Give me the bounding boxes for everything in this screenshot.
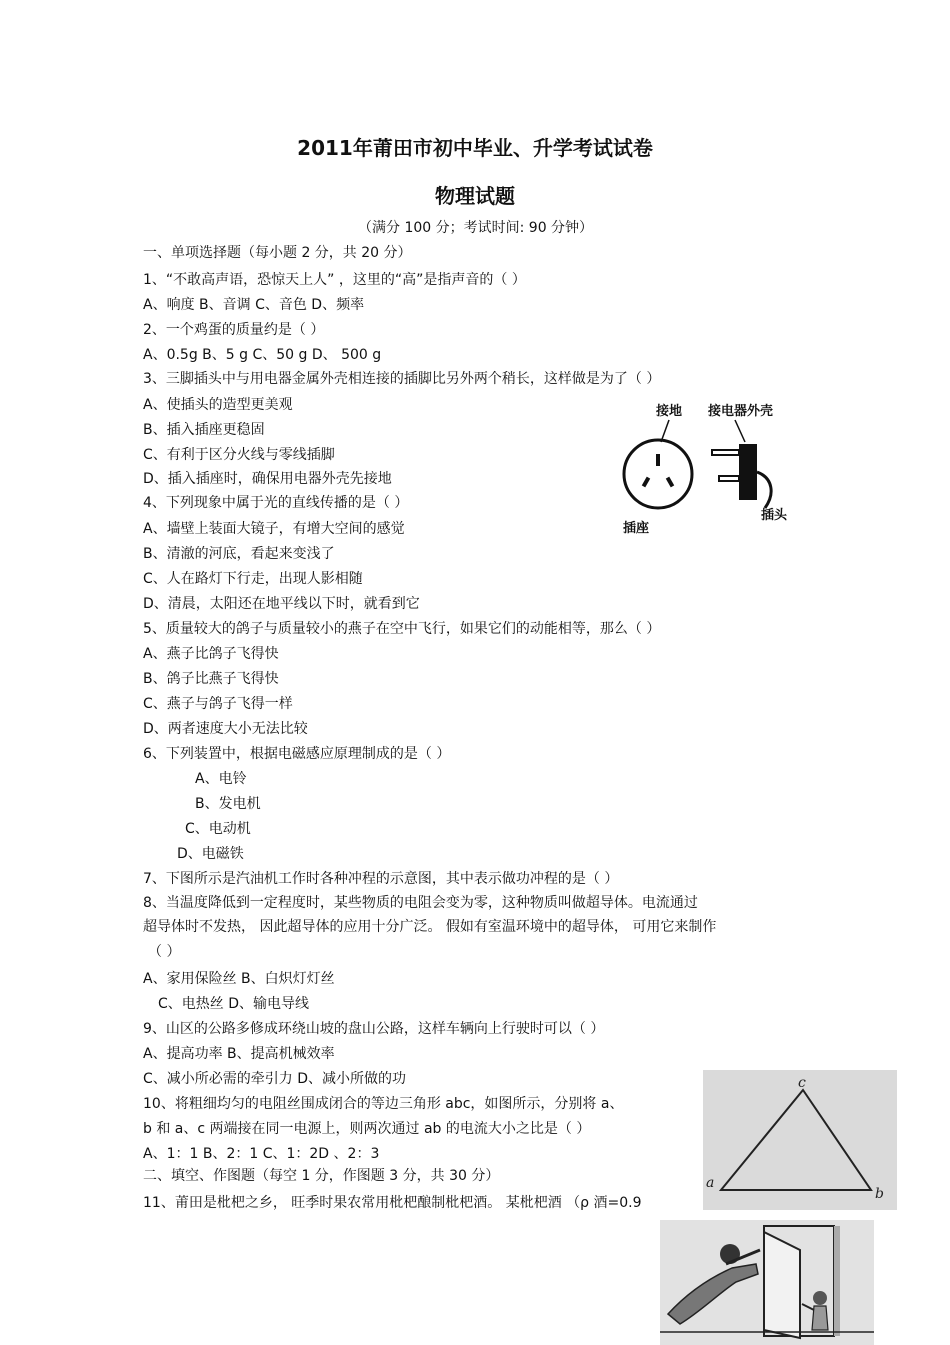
- q1-stem: 1、“不敢高声语，恐惊天上人” ，这里的“高”是指声音的（ ）: [143, 272, 526, 288]
- label-casing: 接电器外壳: [708, 404, 774, 419]
- q7-stem: 7、下图所示是汽油机工作时各种冲程的示意图，其中表示做功冲程的是（ ）: [143, 871, 619, 887]
- q10-options: A、1：1 B、2：1 C、1：2D 、2：3: [143, 1146, 380, 1162]
- q5-option-c: C、燕子与鸽子飞得一样: [143, 696, 293, 712]
- q5-option-d: D、两者速度大小无法比较: [143, 721, 308, 737]
- socket-hole-right: [666, 477, 674, 488]
- section-2-heading: 二、填空、作图题（每空 1 分，作图题 3 分，共 30 分）: [143, 1168, 500, 1184]
- q5-option-b: B、鸽子比燕子飞得快: [143, 671, 279, 687]
- child-body: [812, 1306, 828, 1330]
- q10-stem-line1: 10、将粗细均匀的电阻丝围成闭合的等边三角形 abc，如图所示，分别将 a、: [143, 1096, 624, 1112]
- q8-options-ab: A、家用保险丝 B、白炽灯灯丝: [143, 971, 335, 987]
- child-head: [813, 1291, 827, 1305]
- label-socket: 插座: [623, 521, 650, 536]
- q8-stem-line1: 8、当温度降低到一定程度时，某些物质的电阻会变为零，这种物质叫做超导体。电流通过: [143, 895, 698, 911]
- q5-stem: 5、质量较大的鸽子与质量较小的燕子在空中飞行，如果它们的动能相等，那么（ ）: [143, 621, 661, 637]
- label-ground: 接地: [656, 404, 683, 419]
- q8-stem-line3: （ ）: [148, 944, 181, 960]
- section-1-heading: 一、单项选择题（每小题 2 分，共 20 分）: [143, 245, 412, 261]
- plug-cord: [757, 472, 771, 508]
- q2-stem: 2、一个鸡蛋的质量约是（ ）: [143, 322, 325, 338]
- q4-option-b: B、清澈的河底，看起来变浅了: [143, 546, 335, 562]
- q5-option-a: A、燕子比鸽子飞得快: [143, 646, 279, 662]
- q6-option-a: A、电铃: [195, 771, 247, 787]
- open-door: [764, 1232, 800, 1338]
- q3-option-b: B、插入插座更稳固: [143, 422, 265, 438]
- q4-option-a: A、墙壁上装面大镜子，有增大空间的感觉: [143, 521, 405, 537]
- q4-stem: 4、下列现象中属于光的直线传播的是（ ）: [143, 495, 409, 511]
- vertex-label-a: a: [706, 1175, 715, 1191]
- q8-stem-line2: 超导体时不发热， 因此超导体的应用十分广泛。 假如有室温环境中的超导体， 可用它来制作: [143, 919, 717, 935]
- q4-option-d: D、清晨，太阳还在地平线以下时，就看到它: [143, 596, 420, 612]
- q9-stem: 9、山区的公路多修成环绕山坡的盘山公路，这样车辆向上行驶时可以（ ）: [143, 1021, 605, 1037]
- socket-hole-left: [642, 477, 650, 488]
- q6-stem: 6、下列装置中，根据电磁感应原理制成的是（ ）: [143, 746, 451, 762]
- q1-options: A、响度 B、音调 C、音色 D、频率: [143, 297, 365, 313]
- q3-option-d: D、插入插座时，确保用电器外壳先接地: [143, 471, 392, 487]
- q4-option-c: C、人在路灯下行走，出现人影相随: [143, 571, 363, 587]
- door-push-illustration: [660, 1220, 874, 1345]
- vertex-label-b: b: [875, 1186, 884, 1202]
- q9-options-ab: A、提高功率 B、提高机械效率: [143, 1046, 335, 1062]
- q2-options: A、0.5g B、5 g C、50 g D、 500 g: [143, 347, 382, 363]
- q8-options-cd: C、电热丝 D、输电导线: [158, 996, 310, 1012]
- q11-stem: 11、莆田是枇杷之乡， 旺季时果农常用枇杷酿制枇杷酒。 某枇杷酒 （ρ 酒=0.9: [143, 1195, 642, 1211]
- q3-option-c: C、有利于区分火线与零线插脚: [143, 447, 335, 463]
- q10-stem-line2: b 和 a、c 两端接在同一电源上，则两次通过 ab 的电流大小之比是（ ）: [143, 1121, 591, 1137]
- q6-option-c: C、电动机: [185, 821, 251, 837]
- exam-meta: （满分 100 分；考试时间: 90 分钟）: [358, 220, 594, 236]
- q6-option-b: B、发电机: [195, 796, 261, 812]
- q9-options-cd: C、减小所必需的牵引力 D、减小所做的功: [143, 1071, 407, 1087]
- vertex-label-c: c: [798, 1075, 806, 1091]
- plug-socket-figure: [615, 398, 800, 543]
- leader-casing: [735, 420, 745, 442]
- socket-ground-hole: [656, 454, 660, 466]
- q6-option-d: D、电磁铁: [177, 846, 244, 862]
- exam-title: 2011年莆田市初中毕业、升学考试试卷: [297, 136, 653, 160]
- plug-body: [739, 444, 757, 500]
- triangle-figure: [703, 1070, 897, 1210]
- label-plug: 插头: [761, 508, 788, 523]
- exam-subtitle: 物理试题: [435, 184, 515, 208]
- plug-pin-bottom: [719, 476, 739, 481]
- plug-pin-top: [712, 450, 739, 455]
- q3-stem: 3、三脚插头中与用电器金属外壳相连接的插脚比另外两个稍长，这样做是为了（ ）: [143, 371, 661, 387]
- wall-edge: [834, 1226, 840, 1336]
- q3-option-a: A、使插头的造型更美观: [143, 397, 293, 413]
- leader-ground: [661, 420, 669, 442]
- socket-outline: [624, 440, 692, 508]
